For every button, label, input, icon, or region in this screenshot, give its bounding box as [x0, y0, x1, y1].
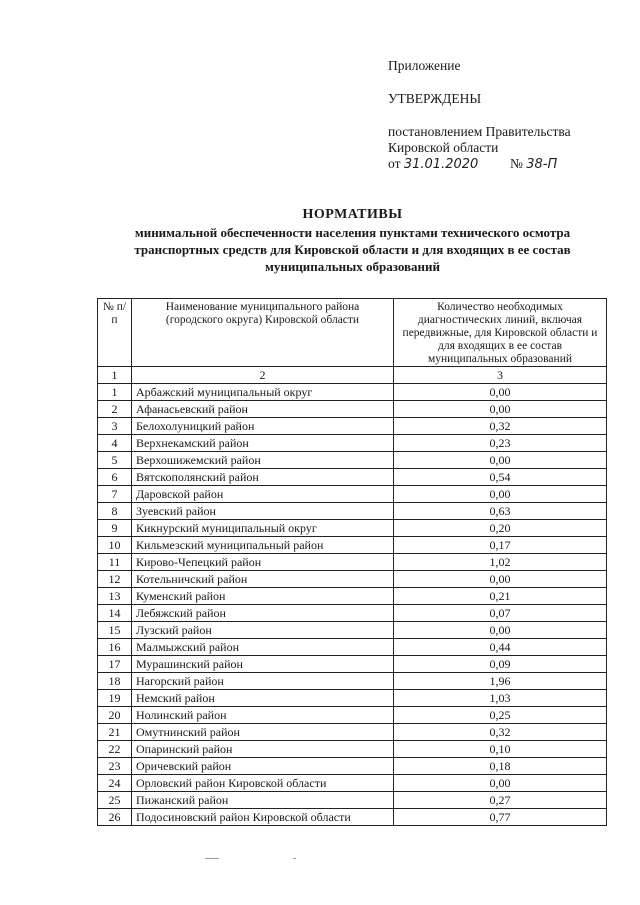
row-district-name: Немский район — [132, 690, 394, 707]
row-number: 26 — [98, 809, 132, 826]
header-value: Количество необходимых диагностических линий, включая передвижные, для Кировской области и для входящих в ее состав муниципальных образований — [394, 299, 607, 367]
index-cell-2: 2 — [132, 367, 394, 384]
row-line-count: 0,00 — [394, 775, 607, 792]
row-district-name: Орловский район Кировской области — [132, 775, 394, 792]
row-line-count: 1,96 — [394, 673, 607, 690]
row-number: 19 — [98, 690, 132, 707]
title-line-2: транспортных средств для Кировской области и для входящих в ее состав — [134, 242, 571, 257]
row-line-count: 0,32 — [394, 418, 607, 435]
table-row — [98, 690, 607, 707]
row-line-count: 0,32 — [394, 724, 607, 741]
date-value: 31.01.2020 — [403, 157, 479, 172]
scan-artifact — [293, 858, 296, 859]
row-district-name: Подосиновский район Кировской области — [132, 809, 394, 826]
title-line-1: минимальной обеспеченности населения пунктами технического осмотра — [134, 225, 571, 240]
table-header-row — [98, 299, 607, 367]
number-prefix: № — [510, 156, 523, 171]
row-district-name: Кикнурский муниципальный округ — [132, 520, 394, 537]
row-line-count: 0,54 — [394, 469, 607, 486]
row-line-count: 0,20 — [394, 520, 607, 537]
row-number: 12 — [98, 571, 132, 588]
row-district-name: Кирово-Чепецкий район — [132, 554, 394, 571]
scan-artifact — [205, 858, 219, 859]
table-row — [98, 741, 607, 758]
row-district-name: Вятскополянский район — [132, 469, 394, 486]
row-line-count: 0,00 — [394, 486, 607, 503]
table-row — [98, 418, 607, 435]
table-row — [98, 707, 607, 724]
table-row — [98, 520, 607, 537]
table-row — [98, 605, 607, 622]
row-district-name: Кильмезский муниципальный район — [132, 537, 394, 554]
row-number: 14 — [98, 605, 132, 622]
decree-line-2: Кировской области — [388, 140, 499, 155]
row-district-name: Оричевский район — [132, 758, 394, 775]
row-district-name: Нагорский район — [132, 673, 394, 690]
table-row — [98, 554, 607, 571]
row-number: 18 — [98, 673, 132, 690]
row-number: 15 — [98, 622, 132, 639]
approved-label: УТВЕРЖДЕНЫ — [388, 91, 482, 106]
row-number: 24 — [98, 775, 132, 792]
number-group — [510, 156, 557, 173]
row-number: 10 — [98, 537, 132, 554]
row-line-count: 0,25 — [394, 707, 607, 724]
row-district-name: Афанасьевский район — [132, 401, 394, 418]
title-line-3: муниципальных образований — [264, 259, 441, 274]
row-number: 8 — [98, 503, 132, 520]
row-line-count: 0,00 — [394, 452, 607, 469]
row-line-count: 0,27 — [394, 792, 607, 809]
row-number: 21 — [98, 724, 132, 741]
table-row — [98, 401, 607, 418]
row-district-name: Зуевский район — [132, 503, 394, 520]
row-number: 3 — [98, 418, 132, 435]
row-line-count: 0,00 — [394, 384, 607, 401]
row-number: 7 — [98, 486, 132, 503]
table-row — [98, 775, 607, 792]
row-line-count: 0,17 — [394, 537, 607, 554]
date-prefix: от — [388, 156, 401, 171]
row-district-name: Даровской район — [132, 486, 394, 503]
table-body — [98, 384, 607, 826]
table-row — [98, 452, 607, 469]
table-row — [98, 724, 607, 741]
row-district-name: Омутнинский район — [132, 724, 394, 741]
table-row — [98, 809, 607, 826]
table-row — [98, 639, 607, 656]
row-line-count: 0,23 — [394, 435, 607, 452]
table-row — [98, 622, 607, 639]
table-row — [98, 571, 607, 588]
row-district-name: Арбажский муниципальный округ — [132, 384, 394, 401]
header-name: Наименование муниципального района (городского округа) Кировской области — [132, 299, 394, 367]
table-row — [98, 486, 607, 503]
row-district-name: Верхнекамский район — [132, 435, 394, 452]
row-line-count: 0,10 — [394, 741, 607, 758]
document-title — [100, 206, 605, 275]
row-district-name: Пижанский район — [132, 792, 394, 809]
table-row — [98, 537, 607, 554]
row-district-name: Лузский район — [132, 622, 394, 639]
row-number: 16 — [98, 639, 132, 656]
row-line-count: 0,21 — [394, 588, 607, 605]
row-district-name: Верхошижемский район — [132, 452, 394, 469]
row-number: 11 — [98, 554, 132, 571]
index-cell-1: 1 — [98, 367, 132, 384]
row-district-name: Куменский район — [132, 588, 394, 605]
table-row — [98, 656, 607, 673]
approval-block — [388, 58, 618, 174]
row-line-count: 0,00 — [394, 401, 607, 418]
header-num: № п/п — [98, 299, 132, 367]
row-number: 17 — [98, 656, 132, 673]
row-number: 5 — [98, 452, 132, 469]
row-number: 6 — [98, 469, 132, 486]
row-number: 9 — [98, 520, 132, 537]
norms-table — [97, 298, 607, 826]
row-line-count: 1,02 — [394, 554, 607, 571]
row-district-name: Лебяжский район — [132, 605, 394, 622]
row-line-count: 0,00 — [394, 571, 607, 588]
row-number: 1 — [98, 384, 132, 401]
table-row — [98, 469, 607, 486]
date-number-line — [388, 156, 618, 174]
row-number: 13 — [98, 588, 132, 605]
index-cell-3: 3 — [394, 367, 607, 384]
row-line-count: 0,07 — [394, 605, 607, 622]
row-number: 20 — [98, 707, 132, 724]
row-line-count: 1,03 — [394, 690, 607, 707]
table-row — [98, 758, 607, 775]
row-line-count: 0,44 — [394, 639, 607, 656]
row-line-count: 0,63 — [394, 503, 607, 520]
table-row — [98, 384, 607, 401]
title-heading: НОРМАТИВЫ — [302, 207, 403, 222]
table-row — [98, 792, 607, 809]
table-index-row — [98, 367, 607, 384]
row-number: 22 — [98, 741, 132, 758]
row-line-count: 0,09 — [394, 656, 607, 673]
row-district-name: Белохолуницкий район — [132, 418, 394, 435]
appendix-label: Приложение — [388, 58, 461, 73]
table-row — [98, 588, 607, 605]
row-number: 23 — [98, 758, 132, 775]
row-number: 2 — [98, 401, 132, 418]
row-district-name: Малмыжский район — [132, 639, 394, 656]
table-row — [98, 673, 607, 690]
row-line-count: 0,77 — [394, 809, 607, 826]
number-value: 38-П — [526, 157, 558, 172]
row-district-name: Нолинский район — [132, 707, 394, 724]
row-line-count: 0,18 — [394, 758, 607, 775]
row-district-name: Котельничский район — [132, 571, 394, 588]
table-row — [98, 503, 607, 520]
row-district-name: Опаринский район — [132, 741, 394, 758]
row-number: 25 — [98, 792, 132, 809]
row-line-count: 0,00 — [394, 622, 607, 639]
table-row — [98, 435, 607, 452]
decree-line-1: постановлением Правительства — [388, 124, 571, 139]
row-number: 4 — [98, 435, 132, 452]
row-district-name: Мурашинский район — [132, 656, 394, 673]
